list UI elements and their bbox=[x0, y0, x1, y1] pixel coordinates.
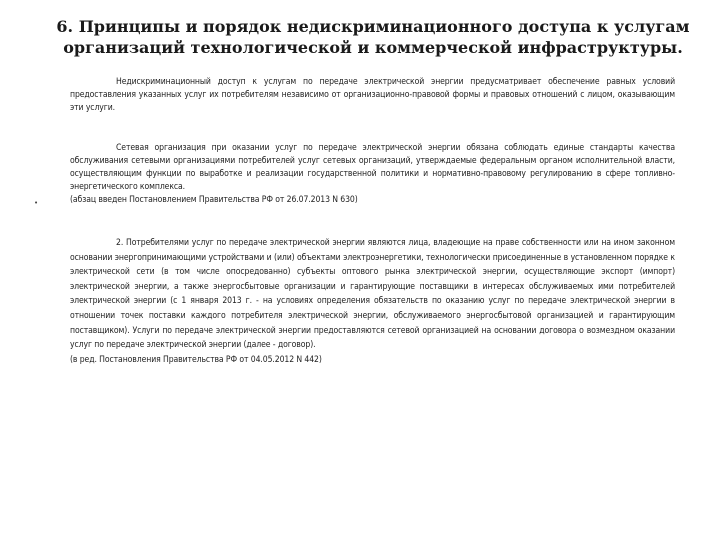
paragraph-text: 2. Потребителями услуг по передаче электрической энергии являются лица, владеющие на праве собственности или на ином законном основании энергопринимающими устройствами и (или) объектами электроэнергетики, технологически присоединенные в установленном порядке к электрической сети (в том числе опосредованно) субъекты оптового рынка электрической энергии, осуществляющие экспорт (импорт) электрической энергии, а также энергосбытовые организации и гарантирующие поставщики в интересах обслуживаемых ими потребителей электрической энергии (с 1 января 2013 г. - на условиях определения обязательств по оказанию услуг по передаче электрической энергии в отношении точек поставки каждого потребителя электрической энергии, обслуживаемого энергосбытовой организацией и гарантирующим поставщиком). Услуги по передаче электрической энергии предоставляются сетевой организацией на основании договора о возмездном оказании услуг по передаче электрической энергии (далее - договор). bbox=[70, 238, 675, 351]
paragraph-text: Сетевая организация при оказании услуг по передаче электрической энергии обязана соблюдать единые стандарты качества обслуживания сетевыми организациями потребителей услуг сетевых организаций, утверждаемые федеральным органом исполнительной власти, осуществляющим функции по выработке и реализации государственной политики и нормативно-правовому регулированию в сфере топливно-энергетического комплекса. bbox=[70, 143, 675, 192]
paragraph-text: Недискриминационный доступ к услугам по передаче электрической энергии предусматривает обеспечение равных условий предоставления указанных услуг их потребителям независимо от организационно-правовой формы и правовых отношений с лицом, оказывающим эти услуги. bbox=[70, 77, 675, 113]
slide-title: 6. Принципы и порядок недискриминационного доступа к услугам организаций технологической и коммерческой инфраструктуры. bbox=[56, 17, 690, 57]
paragraph-network-organization bbox=[70, 142, 675, 207]
amendment-note: (абзац введен Постановлением Правительства РФ от 26.07.2013 N 630) bbox=[70, 195, 358, 205]
amendment-note: (в ред. Постановления Правительства РФ от 04.05.2012 N 442) bbox=[70, 354, 322, 365]
bullet-marker: • bbox=[34, 199, 39, 207]
paragraph-nondiscriminatory-access bbox=[70, 76, 675, 115]
paragraph-service-consumers bbox=[70, 236, 675, 367]
